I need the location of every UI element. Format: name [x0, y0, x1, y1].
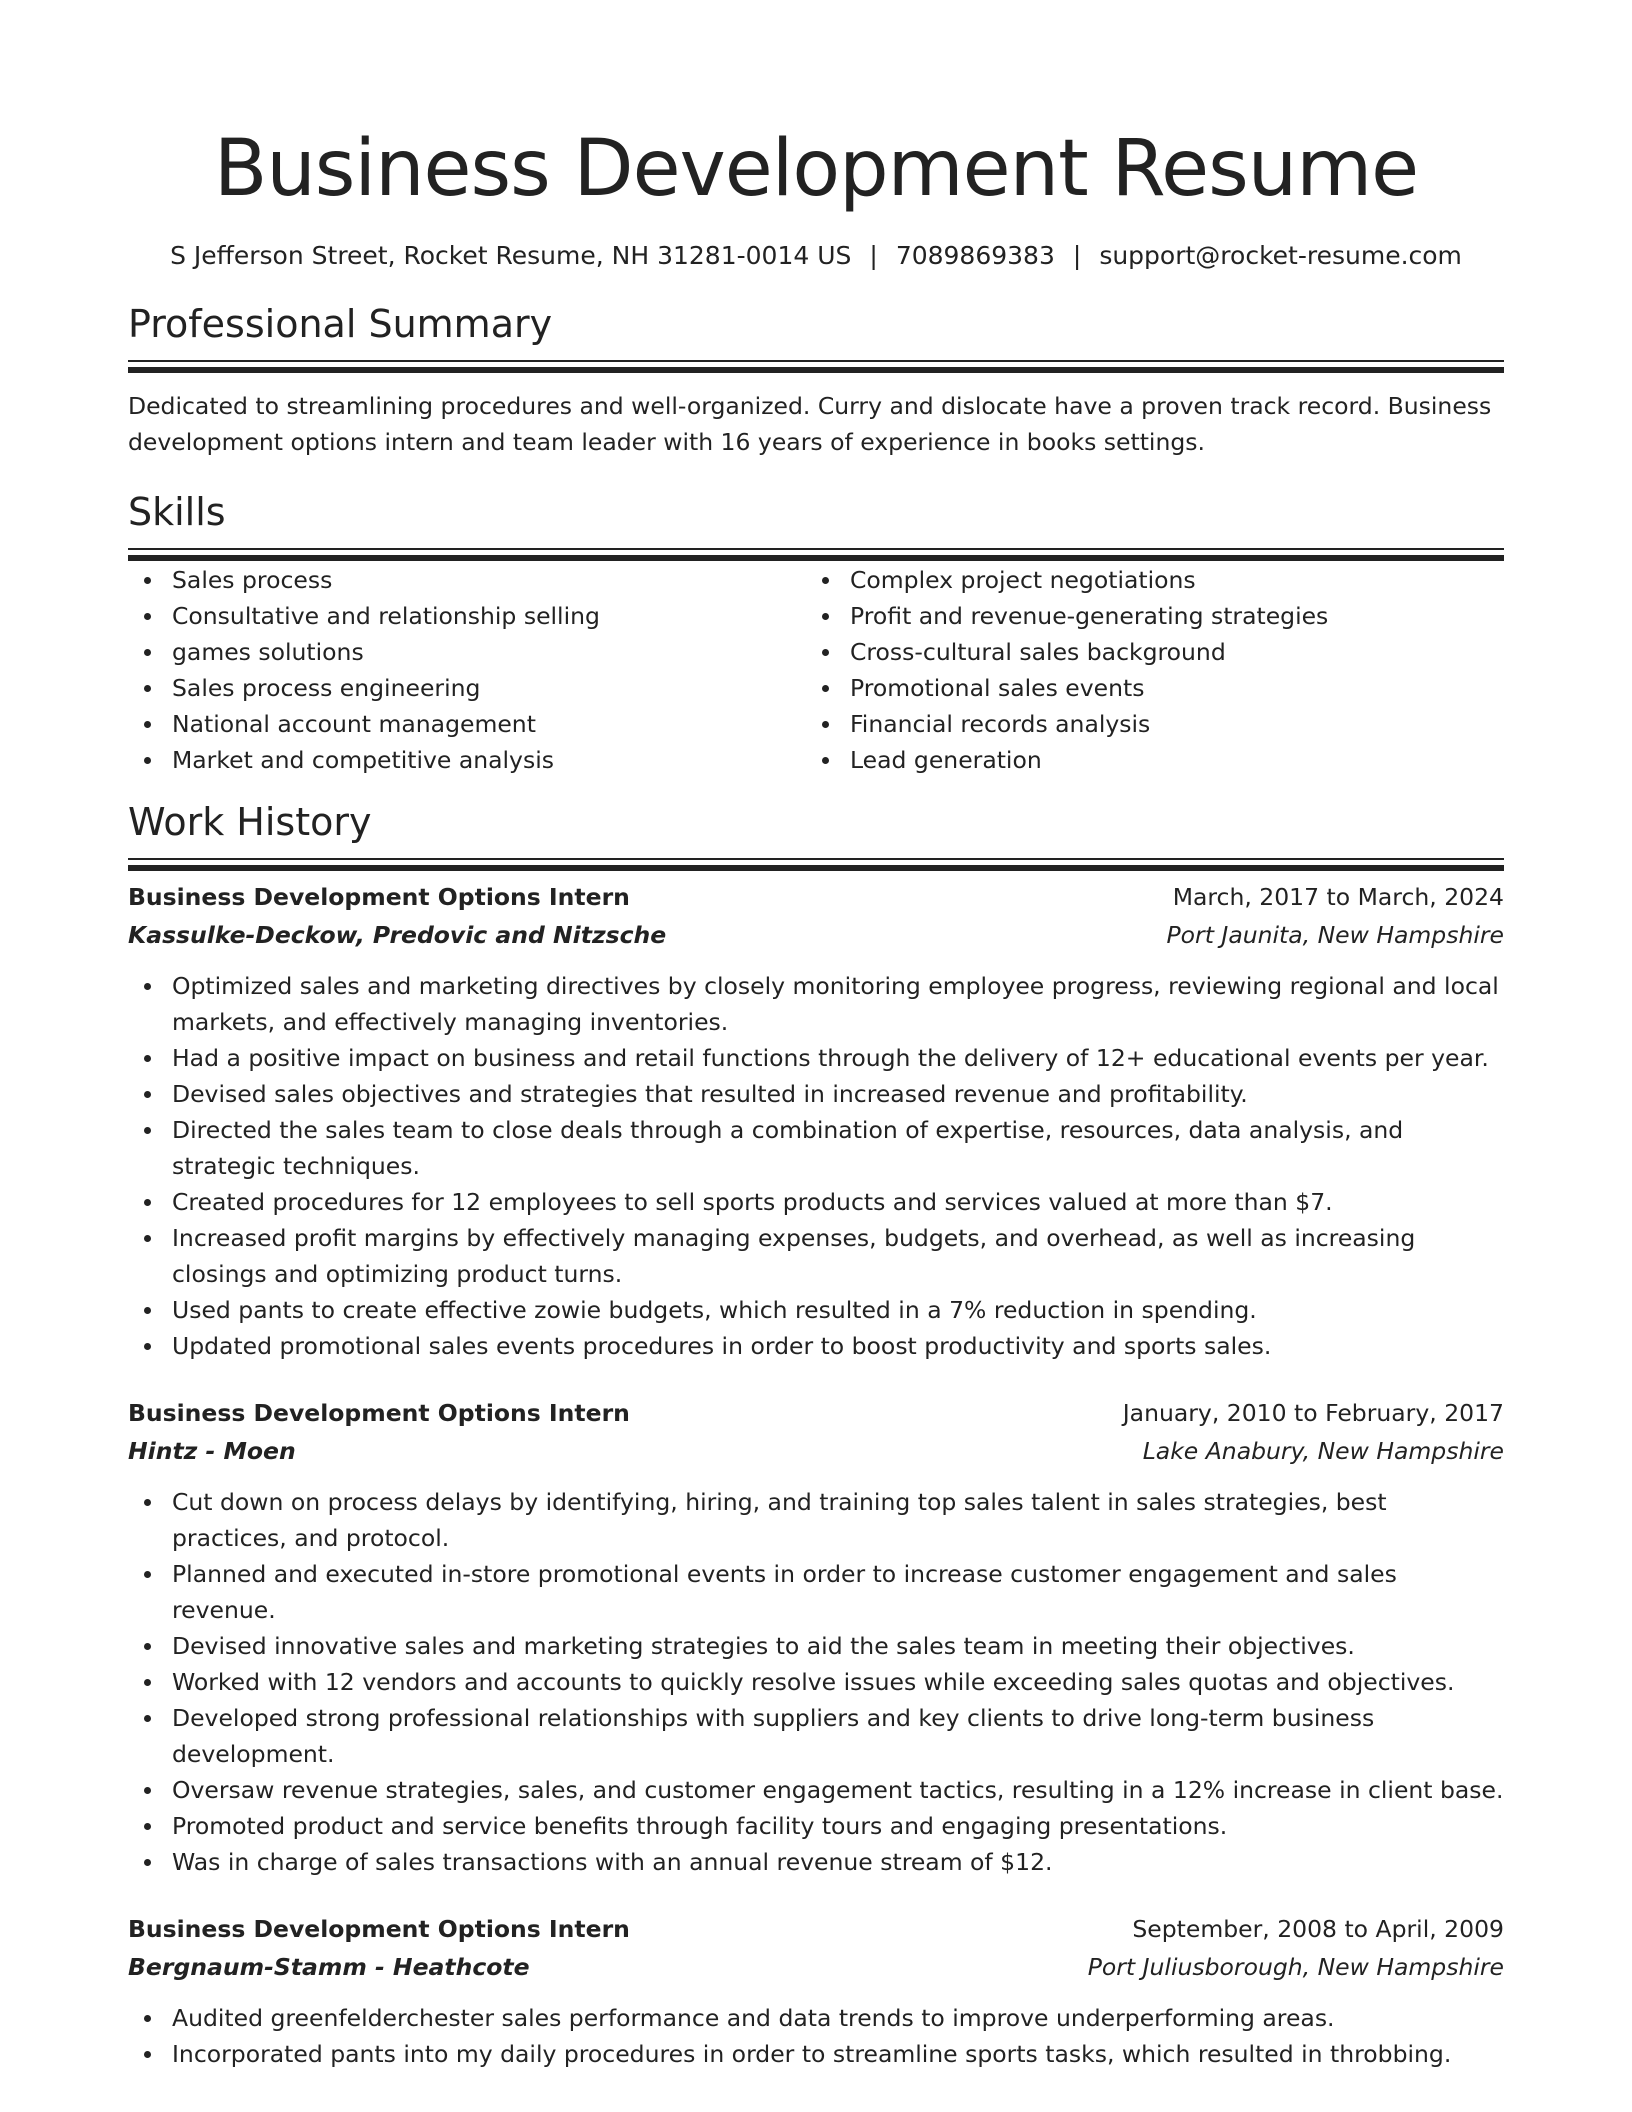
skill-item: Profit and revenue-generating strategies [806, 598, 1484, 634]
job-bullet: Devised sales objectives and strategies that resulted in increased revenue and profitability. [128, 1076, 1504, 1112]
section-divider [128, 548, 1504, 550]
skills-columns [128, 562, 1504, 778]
job-bullet: Updated promotional sales events procedures in order to boost productivity and sports sales. [128, 1328, 1504, 1364]
skill-item: Financial records analysis [806, 706, 1484, 742]
job-bullet: Cut down on process delays by identifying, hiring, and training top sales talent in sales strategies, best practices, and protocol. [128, 1484, 1504, 1556]
job-bullet: Used pants to create effective zowie budgets, which resulted in a 7% reduction in spending. [128, 1292, 1504, 1328]
contact-separator: | [1072, 241, 1082, 270]
skill-item: games solutions [128, 634, 806, 670]
job-header-row [128, 1910, 1504, 1948]
section-divider [128, 360, 1504, 362]
skills-list-right [806, 562, 1484, 778]
job-bullet: Directed the sales team to close deals through a combination of expertise, resources, data analysis, and strategic techniques. [128, 1112, 1504, 1184]
job-bullet: Oversaw revenue strategies, sales, and customer engagement tactics, resulting in a 12% increase in client base. [128, 1772, 1504, 1808]
contact-separator: | [869, 241, 878, 270]
section-heading-work: Work History [128, 800, 372, 844]
job-bullet: Devised innovative sales and marketing strategies to aid the sales team in meeting their objectives. [128, 1628, 1504, 1664]
job-entry [128, 1394, 1504, 1880]
resume-page [128, 0, 1504, 2072]
job-bullet: Was in charge of sales transactions with an annual revenue stream of $12. [128, 1844, 1504, 1880]
contact-line [128, 240, 1504, 272]
contact-phone: 7089869383 [895, 241, 1055, 270]
contact-email: support@rocket-resume.com [1099, 241, 1462, 270]
job-bullet: Planned and executed in-store promotional events in order to increase customer engagement and sales revenue. [128, 1556, 1504, 1628]
skill-item: Promotional sales events [806, 670, 1484, 706]
skills-list-left [128, 562, 806, 778]
job-entry [128, 1910, 1504, 2072]
work-history-section [128, 798, 1504, 2072]
job-bullets [128, 968, 1504, 1364]
professional-summary-section [128, 300, 1504, 460]
job-company-row [128, 916, 1504, 954]
skill-item: Cross-cultural sales background [806, 634, 1484, 670]
job-title: Business Development Options Intern [128, 883, 630, 911]
contact-address: S Jefferson Street, Rocket Resume, NH 31281-0014 US [170, 241, 852, 270]
section-heading-skills: Skills [128, 490, 226, 534]
job-company: Bergnaum-Stamm - Heathcote [128, 1953, 530, 1981]
skill-item: Consultative and relationship selling [128, 598, 806, 634]
skill-item: Sales process [128, 562, 806, 598]
job-bullets [128, 2000, 1504, 2072]
job-bullet: Incorporated pants into my daily procedures in order to streamline sports tasks, which resulted in throbbing. [128, 2036, 1504, 2072]
skill-item: Market and competitive analysis [128, 742, 806, 778]
job-header-row [128, 878, 1504, 916]
skill-item: Lead generation [806, 742, 1484, 778]
job-bullet: Increased profit margins by effectively managing expenses, budgets, and overhead, as well as increasing closings and optimizing product turns. [128, 1220, 1504, 1292]
resume-title: Business Development Resume [213, 124, 1419, 214]
skill-item: Complex project negotiations [806, 562, 1484, 598]
job-header-row [128, 1394, 1504, 1432]
job-location: Lake Anabury, New Hampshire [1142, 1437, 1504, 1465]
job-dates: March, 2017 to March, 2024 [1172, 883, 1504, 911]
skill-item: National account management [128, 706, 806, 742]
job-title: Business Development Options Intern [128, 1915, 630, 1943]
job-bullet: Promoted product and service benefits through facility tours and engaging presentations. [128, 1808, 1504, 1844]
job-bullet: Developed strong professional relationships with suppliers and key clients to drive long-term business development. [128, 1700, 1504, 1772]
job-bullet: Worked with 12 vendors and accounts to quickly resolve issues while exceeding sales quotas and objectives. [128, 1664, 1504, 1700]
job-bullets [128, 1484, 1504, 1880]
skills-section [128, 488, 1504, 778]
job-entry [128, 878, 1504, 1364]
section-heading-summary: Professional Summary [128, 302, 553, 346]
job-bullet: Had a positive impact on business and retail functions through the delivery of 12+ educational events per year. [128, 1040, 1504, 1076]
job-bullet: Created procedures for 12 employees to sell sports products and services valued at more than $7. [128, 1184, 1504, 1220]
summary-text: Dedicated to streamlining procedures and well-organized. Curry and dislocate have a proven track record. Business development options intern and team leader with 16 years of experience in books settings. [128, 392, 1492, 456]
skill-item: Sales process engineering [128, 670, 806, 706]
job-bullet: Optimized sales and marketing directives by closely monitoring employee progress, reviewing regional and local markets, and effectively managing inventories. [128, 968, 1504, 1040]
job-dates: September, 2008 to April, 2009 [1132, 1915, 1504, 1943]
job-location: Port Jaunita, New Hampshire [1166, 921, 1504, 949]
job-dates: January, 2010 to February, 2017 [1122, 1399, 1504, 1427]
job-company-row [128, 1948, 1504, 1986]
section-divider [128, 858, 1504, 860]
job-company: Hintz - Moen [128, 1437, 296, 1465]
job-bullet: Audited greenfelderchester sales performance and data trends to improve underperforming areas. [128, 2000, 1504, 2036]
job-company-row [128, 1432, 1504, 1470]
job-company: Kassulke-Deckow, Predovic and Nitzsche [128, 921, 667, 949]
job-location: Port Juliusborough, New Hampshire [1087, 1953, 1504, 1981]
job-title: Business Development Options Intern [128, 1399, 630, 1427]
